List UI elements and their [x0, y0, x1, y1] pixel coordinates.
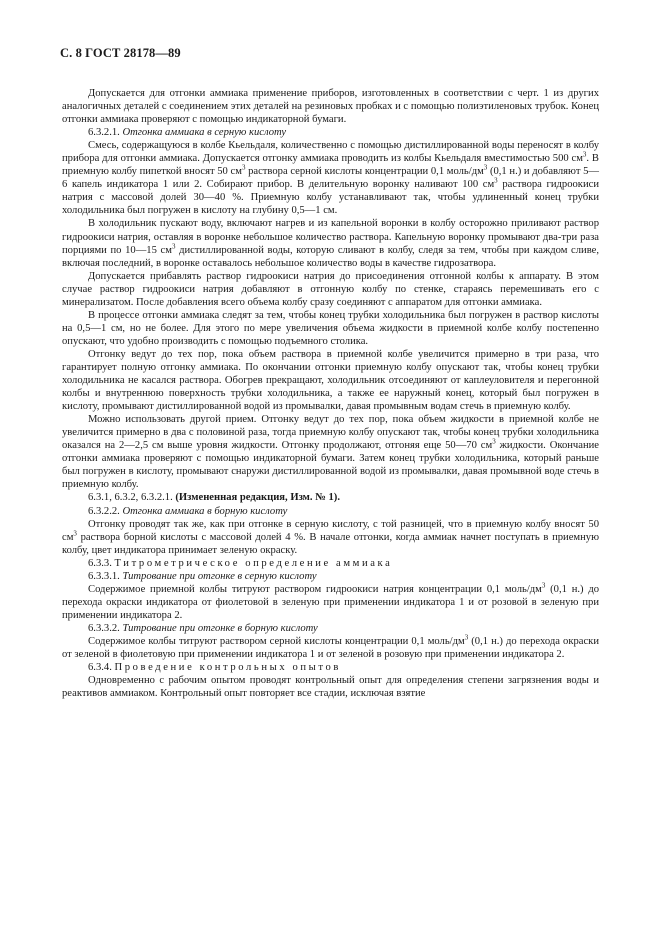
paragraph-cooler [62, 217, 599, 269]
text-run: Можно использовать другой прием. Отгонку ведут до тех пор, пока объем жидкости в приемной колбе не увеличится примерно в два с половиной раза, тогда приемную колбу опускают так, чтобы конец трубки холодильника оказался на 2—2,5 см выше уровня жидкости. Отгонку продолжают, отгоняя еще 50—70 см [62, 414, 599, 452]
text-run: . В приемную колбу пипеткой вносят 50 см [62, 153, 599, 178]
document-body [62, 87, 599, 700]
text-run: раствора борной кислоты с массовой долей 4 %. В начале отгонки, когда аммиак начнет поступать в приемную колбу, цвет индикатора принимает зеленую окраску. [62, 531, 599, 556]
paragraph-process: В процессе отгонки аммиака следят за тем, чтобы конец трубки холодильника был погружен в раствор кислоты на 0,5—1 см, но не более. Для этого по мере увеличения объема жидкости в приемной колбе колбу постепенно опускают, что удобно производить с помощью подъемного столика. [62, 309, 599, 347]
paragraph-control: Одновременно с рабочим опытом проводят контрольный опыт для определения степени загрязнения воды и реактивов аммиаком. Контрольный опыт повторяет все стадии, исключая взятие [62, 675, 599, 700]
text-run: (0,1 н.) до перехода окраски от зеленой в фиолетовую при применении индикатора 1 и от зеленой в розовую при применении индикатора 2. [62, 635, 599, 661]
section-number: 6.3.4. [88, 662, 112, 674]
superscript: 3 [541, 581, 546, 590]
text-run: раствора гидроокиси натрия с массовой долей 30—40 %. Приемную колбу устанавливают так, чтобы удлиненный конец трубки холодильника был погружен в кислоту на глубину 0,5—1 см. [62, 179, 599, 217]
section-title: Титрование при отгонке в серную кислоту [122, 570, 317, 582]
text-run: Смесь, содержащуюся в колбе Кьельдаля, количественно с помощью дистиллированной воды переносят в колбу прибора для отгонки аммиака. Допускается отгонку аммиака проводить из колбы Кьельдаля вместимостью 500 см [62, 140, 599, 165]
superscript: 3 [171, 242, 176, 251]
text-run: Отгонку проводят так же, как при отгонке в серную кислоту, с той разницей, что в приемную колбу вносят 50 см [62, 518, 599, 543]
superscript: 3 [483, 163, 488, 172]
section-title: Отгонка аммиака в серную кислоту [122, 127, 287, 139]
section-6-3-4-heading [62, 661, 599, 674]
section-number: 6.3.2.1. [88, 127, 120, 139]
section-6-3-2-2-heading [62, 505, 599, 518]
text-run: Содержимое приемной колбы титруют раствором гидроокиси натрия концентрации 0,1 моль/дм [88, 583, 542, 595]
section-6-3-3-2-heading [62, 622, 599, 635]
paragraph-distill: Отгонку ведут до тех пор, пока объем раствора в приемной колбе увеличится примерно в три раза, что гарантирует полную отгонку аммиака. По окончании отгонки приемную колбу опускают так, чтобы конец трубки холодильника не касался раствора. Обогрев прекращают, холодильник отсоединяют от каплеуловителя и перегонной колбы и внутреннюю поверхность трубки холодильника, а также ее наружный конец, который был погружен в кислоту, промывают дистиллированной водой из промывалки, давая промывным водам стечь в приемную колбу. [62, 348, 599, 413]
section-title: Титрометрическое определение аммиака [114, 557, 393, 569]
section-title: Титрование при отгонке в борную кислоту [122, 622, 318, 634]
paragraph-transfer [62, 139, 599, 217]
superscript: 3 [464, 633, 469, 642]
superscript: 3 [492, 437, 496, 446]
edit-note [62, 491, 599, 504]
text-run: В холодильник пускают воду, включают нагрев и из капельной воронки в колбу осторожно приливают раствор гидроокиси натрия, оставляя в воронке небольшое количество раствора. Капельную воронку промывают два-три раза порциями по 10—15 см [62, 218, 599, 256]
paragraph-titration-sulfuric [62, 583, 599, 622]
paragraph-titration-boric [62, 635, 599, 661]
section-number: 6.3.3. [88, 557, 112, 569]
text-run: (0,1 н.) и добавляют 5—6 капель индикатора 1 или 2. Собирают прибор. В делительную воронку наливают 100 см [62, 166, 599, 191]
section-number: 6.3.3.2. [88, 622, 120, 634]
section-6-3-3-1-heading [62, 570, 599, 583]
section-6-3-3-heading [62, 557, 599, 570]
superscript: 3 [241, 163, 246, 172]
text-run: жидкости. Окончание отгонки аммиака проверяют с помощью индикаторной бумаги. Затем конец трубки холодильника, который раньше был погружен в кислоту, промывают снаружи дистиллированной водой из промывалки, давая промывной воде стечь в приемную колбу. [62, 440, 599, 491]
edit-numbers: 6.3.1, 6.3.2, 6.3.2.1. [88, 492, 173, 504]
text-run: Содержимое колбы титруют раствором серной кислоты концентрации 0,1 моль/дм [88, 635, 465, 647]
superscript: 3 [582, 150, 587, 159]
section-number: 6.3.2.2. [88, 505, 120, 517]
text-run: раствора серной кислоты концентрации 0,1 моль/дм [245, 166, 484, 178]
section-number: 6.3.3.1. [88, 570, 120, 582]
text-run: дистиллированной воды, которую сливают в колбу, следя за тем, чтобы при каждом сливе, включая последний, в воронке оставалось небольшое количество воды в качестве гидрозатвора. [62, 244, 599, 269]
section-title: Проведение контрольных опытов [114, 662, 341, 674]
paragraph-boric [62, 518, 599, 557]
section-6-3-2-1-heading [62, 126, 599, 139]
paragraph-naoh: Допускается прибавлять раствор гидроокиси натрия до присоединения отгонной колбы к аппарату. В этом случае раствор гидроокиси натрия добавляют в отгонную колбу по стенке, стараясь перемешивать его с минерализатом. После добавления всего объема колбу сразу соединяют с аппаратом для отгонки аммиака. [62, 270, 599, 308]
paragraph-apparatus: Допускается для отгонки аммиака применение приборов, изготовленных в соответствии с черт. 1 из других аналогичных деталей с соединением этих деталей на резиновых пробках и с помощью полиэтиленовых трубок. Конец отгонки аммиака проверяют с помощью индикаторной бумаги. [62, 88, 599, 126]
superscript: 3 [73, 529, 77, 538]
edit-note-text: (Измененная редакция, Изм. № 1). [175, 492, 340, 504]
paragraph-alternative [62, 413, 599, 491]
text-run: (0,1 н.) до перехода окраски индикатора от фиолетовой в зеленую при применении индикатора 1 и от розовой в зеленую при применении индикатора 2. [62, 583, 600, 621]
section-title: Отгонка аммиака в борную кислоту [122, 505, 288, 517]
superscript: 3 [494, 176, 498, 185]
page-header: С. 8 ГОСТ 28178—89 [60, 46, 181, 60]
